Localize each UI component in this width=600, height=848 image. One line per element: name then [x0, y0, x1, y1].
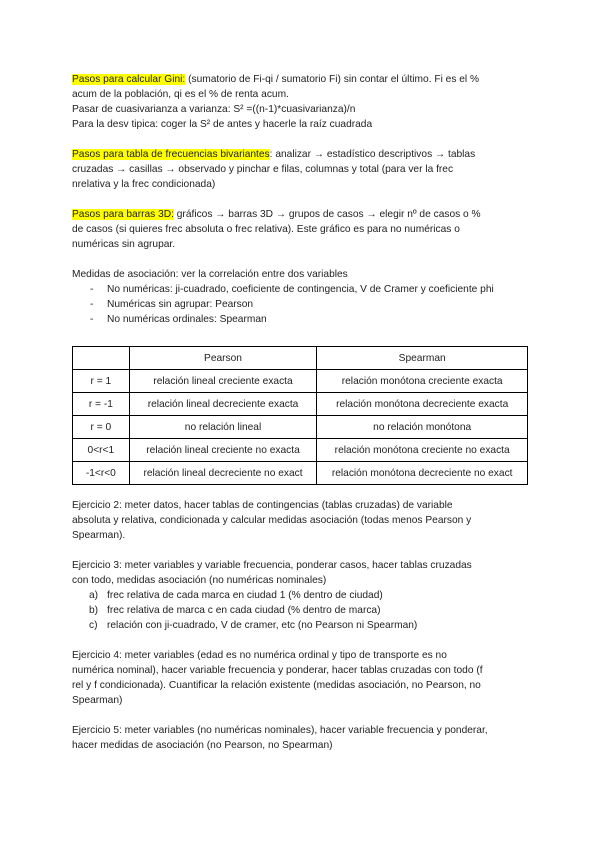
table-header-pearson: Pearson: [129, 347, 317, 370]
list-marker: a): [89, 590, 99, 601]
ej5-line-2: hacer medidas de asociación (no Pearson, no Spearman): [72, 740, 333, 751]
table-cell-pearson: relación lineal creciente no exacta: [129, 439, 317, 462]
ej2-line-1: Ejercicio 2: meter datos, hacer tablas de contingencias (tablas cruzadas) de variable: [72, 500, 453, 511]
table-cell-pearson: no relación lineal: [129, 416, 317, 439]
table-row: [73, 370, 528, 393]
table-cell-spearman: no relación monótona: [317, 416, 528, 439]
table-header-row: [73, 347, 528, 370]
list-item: [72, 603, 532, 618]
table-cell-r: r = 0: [73, 416, 130, 439]
bivariantes-heading: Pasos para tabla de frecuencias bivariantes: [72, 149, 270, 160]
barras-heading: Pasos para barras 3D:: [72, 209, 174, 220]
table-cell-spearman: relación monótona decreciente exacta: [317, 393, 528, 416]
table-cell-pearson: relación lineal decreciente no exact: [129, 462, 317, 485]
barras-text-2: de casos (si quieres frec absoluta o frec relativa). Este gráfico es para no numéricas o: [72, 224, 460, 235]
barras-text-1: gráficos → barras 3D → grupos de casos → elegir nº de casos o %: [173, 209, 481, 220]
medidas-intro: Medidas de asociación: ver la correlación entre dos variables: [72, 269, 348, 280]
varianza-line: Pasar de cuasivarianza a varianza: S² =((n-1)*cuasivarianza)/n: [72, 104, 356, 115]
document-body: [72, 72, 532, 753]
table-header-cell: [73, 347, 130, 370]
table-cell-r: r = 1: [73, 370, 130, 393]
ej3-line-1: Ejercicio 3: meter variables y variable frecuencia, ponderar casos, hacer tablas cruzadas: [72, 560, 472, 571]
ej4-line-2: numérica nominal), hacer variable frecuencia y ponderar, hacer tablas cruzadas con todo (f: [72, 665, 483, 676]
barras-paragraph: [72, 207, 532, 252]
bivariantes-text-1: : analizar → estadístico descriptivos → tablas: [269, 149, 476, 160]
ej2-line-2: absoluta y relativa, condicionada y calcular medidas asociación (todas menos Pearson y: [72, 515, 472, 526]
list-item-text: relación con ji-cuadrado, V de cramer, etc (no Pearson ni Spearman): [107, 620, 418, 631]
ejercicio-3-list: [72, 588, 532, 633]
table-cell-spearman: relación monótona creciente no exacta: [317, 439, 528, 462]
medidas-list: [72, 282, 532, 327]
table-row: [73, 393, 528, 416]
list-item: [72, 588, 532, 603]
table-cell-pearson: relación lineal creciente exacta: [129, 370, 317, 393]
gini-text-2: acum de la población, qi es el % de renta acum.: [72, 89, 289, 100]
ej3-line-2: con todo, medidas asociación (no numéricas nominales): [72, 575, 327, 586]
table-row: [73, 416, 528, 439]
list-item-text: frec relativa de marca c en cada ciudad (% dentro de marca): [107, 605, 381, 616]
table-cell-spearman: relación monótona creciente exacta: [317, 370, 528, 393]
gini-text-1: (sumatorio de Fi-qi / sumatorio Fi) sin contar el último. Fi es el %: [185, 74, 480, 85]
bivariantes-paragraph: [72, 147, 532, 192]
table-header-spearman: Spearman: [317, 347, 528, 370]
list-item: - No numéricas ordinales: Spearman: [72, 312, 532, 327]
bivariantes-text-3: nrelativa y la frec condicionada): [72, 179, 216, 190]
table-cell-r: 0<r<1: [73, 439, 130, 462]
table-cell-spearman: relación monótona decreciente no exact: [317, 462, 528, 485]
ej2-line-3: Spearman).: [72, 530, 126, 541]
gini-paragraph: [72, 72, 532, 102]
ej5-line-1: Ejercicio 5: meter variables (no numéricas nominales), hacer variable frecuencia y ponderar,: [72, 725, 488, 736]
table-cell-r: -1<r<0: [73, 462, 130, 485]
barras-text-3: numéricas sin agrupar.: [72, 239, 176, 250]
table-cell-pearson: relación lineal decreciente exacta: [129, 393, 317, 416]
correlation-table: [72, 346, 528, 485]
ejercicio-2: [72, 498, 532, 543]
ej4-line-4: Spearman): [72, 695, 123, 706]
table-row: [73, 462, 528, 485]
gini-section: [72, 72, 532, 132]
list-marker: c): [89, 620, 98, 631]
ej4-line-1: Ejercicio 4: meter variables (edad es no numérica ordinal y tipo de transporte es no: [72, 650, 447, 661]
ej4-line-3: rel y f condicionada). Cuantificar la relación existente (medidas asociación, no Pearson, no: [72, 680, 481, 691]
desv-tipica-line: Para la desv tipica: coger la S² de antes y hacerle la raíz cuadrada: [72, 119, 373, 130]
list-item: - Numéricas sin agrupar: Pearson: [72, 297, 532, 312]
gini-heading: Pasos para calcular Gini:: [72, 74, 186, 85]
ejercicio-3: [72, 558, 532, 588]
table-cell-r: r = -1: [73, 393, 130, 416]
list-item: [72, 618, 532, 633]
list-item-text: frec relativa de cada marca en ciudad 1 (% dentro de ciudad): [107, 590, 383, 601]
list-marker: b): [89, 605, 99, 616]
ejercicio-5: [72, 723, 532, 753]
bivariantes-text-2: cruzadas → casillas → observado y pinchar e filas, columnas y total (para ver la frec: [72, 164, 454, 175]
table-row: [73, 439, 528, 462]
list-item: - No numéricas: ji-cuadrado, coeficiente de contingencia, V de Cramer y coeficiente phi: [72, 282, 532, 297]
ejercicio-4: [72, 648, 532, 708]
